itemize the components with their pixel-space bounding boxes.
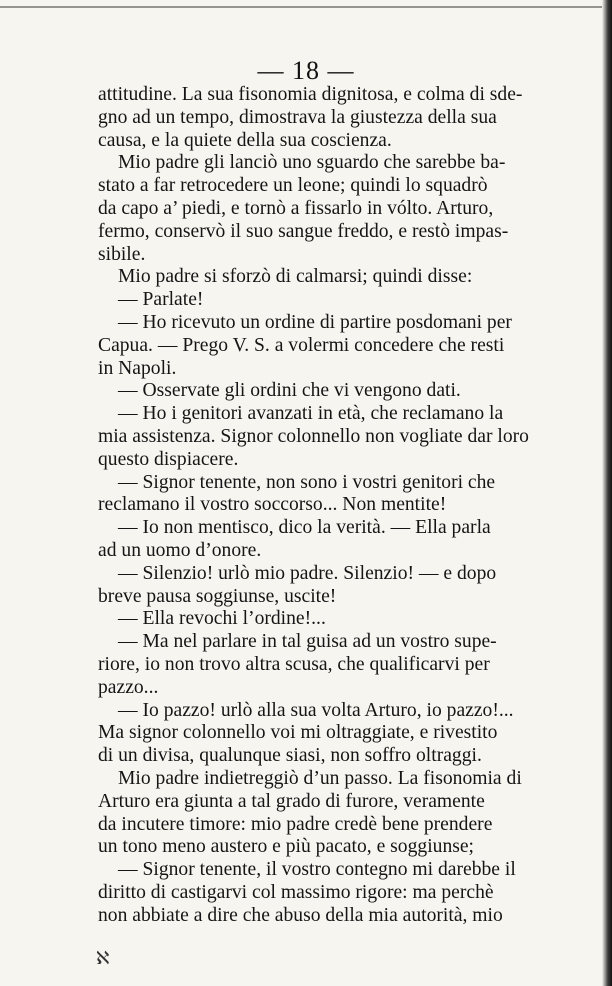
text-line: — Ella revochi l’ordine!...: [118, 608, 326, 630]
text-line: Capua. — Prego V. S. a volermi concedere che resti: [98, 334, 505, 356]
text-line: stato a far retrocedere un leone; quindi lo squadrò: [98, 175, 488, 197]
text-line: mia assistenza. Signor colonnello non vogliate dar loro: [98, 425, 529, 447]
text-line: riore, io non trovo altra scusa, che qualificarvi per: [98, 653, 490, 675]
text-line: in Napoli.: [98, 357, 177, 379]
text-line: diritto di castigarvi col massimo rigore: ma perchè: [98, 881, 494, 903]
text-line: — Parlate!: [118, 289, 204, 311]
text-line: — Ho ricevuto un ordine di partire posdomani per: [118, 311, 512, 333]
text-line: sibile.: [98, 243, 146, 265]
text-line: — Io pazzo! urlò alla sua volta Arturo, io pazzo!...: [118, 699, 514, 721]
text-line: Mio padre gli lanciò uno sguardo che sarebbe ba-: [118, 152, 506, 174]
text-line: breve pausa soggiunse, uscite!: [98, 585, 337, 607]
text-line: — Signor tenente, non sono i vostri genitori che: [118, 471, 496, 493]
body-text: [98, 84, 550, 927]
text-line: Mio padre si sforzò di calmarsi; quindi disse:: [118, 266, 473, 288]
text-line: attitudine. La sua fisonomia dignitosa, e colma di sde-: [98, 84, 523, 105]
text-line: — Ho i genitori avanzati in età, che reclamano la: [118, 403, 504, 425]
text-line: Ma signor colonnello voi mi oltraggiate, e rivestito: [98, 722, 498, 744]
top-edge-rule: [0, 6, 612, 8]
text-line: — Io non mentisco, dico la verità. — Ella parla: [118, 517, 491, 539]
text-line: — Silenzio! urlò mio padre. Silenzio! — e dopo: [118, 562, 497, 584]
text-line: ad un uomo d’onore.: [98, 539, 262, 561]
text-line: gno ad un tempo, dimostrava la giustezza della sua: [98, 106, 497, 128]
text-line: reclamano il vostro soccorso... Non mentite!: [98, 494, 447, 516]
page-binding-edge: [602, 0, 612, 986]
text-line: un tono meno austero e più pacato, e soggiunse;: [98, 836, 475, 858]
text-line: causa, e la quiete della sua coscienza.: [98, 129, 392, 151]
text-line: questo dispiacere.: [98, 448, 239, 470]
page-number: — 18 —: [257, 56, 355, 85]
text-line: — Ma nel parlare in tal guisa ad un vostro supe-: [118, 631, 497, 653]
text-line: fermo, conservò il suo sangue freddo, e restò impas-: [98, 220, 509, 242]
text-line: Mio padre indietreggiò d’un passo. La fisonomia di: [118, 767, 522, 789]
text-line: pazzo...: [98, 676, 159, 698]
text-line: — Osservate gli ordini che vi vengono dati.: [118, 380, 461, 402]
text-line: di un divisa, qualunque siasi, non soffro oltraggi.: [98, 745, 482, 767]
text-line: Arturo era giunta a tal grado di furore, veramente: [98, 790, 485, 812]
text-line: da incutere timore: mio padre credè bene prendere: [98, 813, 493, 835]
printer-mark: ℵ: [96, 948, 110, 969]
text-line: non abbiate a dire che abuso della mia autorità, mio: [98, 904, 503, 926]
text-line: — Signor tenente, il vostro contegno mi darebbe il: [118, 859, 516, 881]
text-line: da capo a’ piedi, e tornò a fissarlo in vólto. Arturo,: [98, 197, 494, 219]
